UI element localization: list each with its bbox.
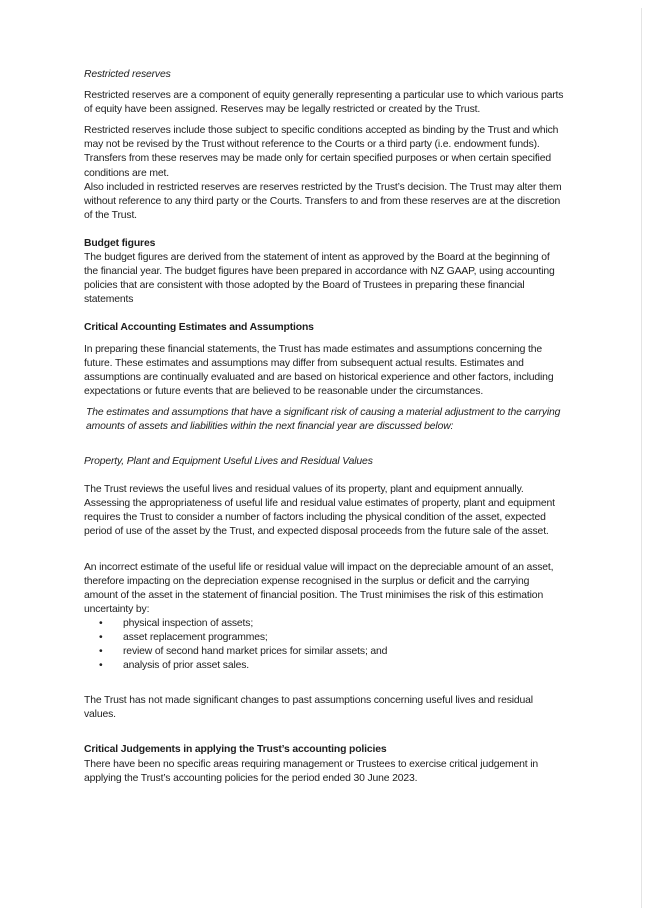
bullet-icon: • xyxy=(99,617,103,629)
list-item xyxy=(84,645,564,659)
ppe-para-2: An incorrect estimate of the useful life or residual value will impact on the depreciable amount of an asset, therefore impacting on the depreciation expense recognised in the surplus or deficit and the carrying amount of the asset in the statement of financial position. The Trust minimises the risk of this estimation uncertainty by: xyxy=(84,561,554,615)
budget-figures-para: The budget figures are derived from the statement of intent as approved by the Board at the beginning of the financial year. The budget figures have been prepared in accordance with NZ GAAP, using accounting policies that are consistent with those adopted by the Board of Trustees in preparing these financial statements xyxy=(84,252,555,306)
page-edge-line xyxy=(641,8,642,908)
list-item-text: review of second hand market prices for similar assets; and xyxy=(123,646,388,658)
restricted-reserves-para-3: Also included in restricted reserves are reserves restricted by the Trust’s decision. The Trust may alter them without reference to any third party or the Courts. Transfers to and from these reserves are at the discretion of the Trust. xyxy=(84,181,562,221)
restricted-reserves-para-2: Restricted reserves include those subject to specific conditions accepted as binding by the Trust and which may not be revised by the Trust without reference to the Courts or a third party (i.e. endowment funds). Transfers from these reserves may be made only for certain specified purposes or when certain specified conditions are met. xyxy=(84,125,559,179)
critical-judgements-para: There have been no specific areas requiring management or Trustees to exercise critical judgement in applying the Trust’s accounting policies for the period ended 30 June 2023. xyxy=(84,758,538,784)
critical-estimates-heading: Critical Accounting Estimates and Assumptions xyxy=(84,322,314,334)
bullet-icon: • xyxy=(99,660,103,672)
list-item-text: asset replacement programmes; xyxy=(123,632,268,643)
document-body xyxy=(84,68,564,786)
budget-figures-heading: Budget figures xyxy=(84,237,156,249)
bullet-icon: • xyxy=(99,632,103,643)
critical-judgements-heading: Critical Judgements in applying the Trust’s accounting policies xyxy=(84,744,387,756)
list-item-text: analysis of prior asset sales. xyxy=(123,660,250,672)
ppe-para-1: The Trust reviews the useful lives and residual values of its property, plant and equipment annually. Assessing the appropriateness of useful life and residual value estimates of property, plant and equipment requires the Trust to consider a number of factors including the physical condition of the asset, expected period of use of the asset by the Trust, and expected disposal proceeds from the future sale of the asset. xyxy=(84,484,555,538)
list-item xyxy=(84,631,564,645)
list-item xyxy=(84,659,564,673)
list-item xyxy=(84,617,564,631)
ppe-bullet-list xyxy=(84,617,564,673)
restricted-reserves-heading: Restricted reserves xyxy=(84,69,171,80)
critical-estimates-para-2: The estimates and assumptions that have a significant risk of causing a material adjustment to the carrying amounts of assets and liabilities within the next financial year are discussed below: xyxy=(86,406,561,432)
critical-estimates-para-1: In preparing these financial statements, the Trust has made estimates and assumptions concerning the future. These estimates and assumptions may differ from subsequent actual results. Estimates and assumptions are continually evaluated and are based on historical experience and other factors, including expectations or future events that are believed to be reasonable under the circumstances. xyxy=(84,343,554,397)
ppe-heading: Property, Plant and Equipment Useful Lives and Residual Values xyxy=(84,456,373,468)
ppe-para-3: The Trust has not made significant changes to past assumptions concerning useful lives and residual values. xyxy=(84,695,533,721)
bullet-icon: • xyxy=(99,646,103,658)
list-item-text: physical inspection of assets; xyxy=(123,617,254,629)
restricted-reserves-para-1: Restricted reserves are a component of equity generally representing a particular use to which various parts of equity have been assigned. Reserves may be legally restricted or created by the Trust. xyxy=(84,90,564,116)
